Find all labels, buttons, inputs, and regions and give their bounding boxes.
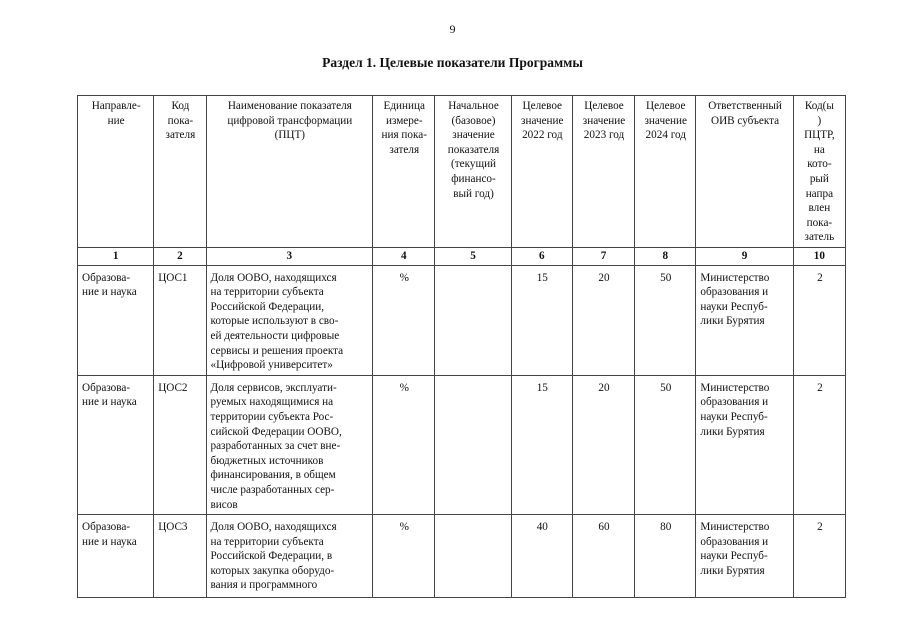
text-line: на территории субъекта [210, 535, 324, 548]
indicator-name-cell [206, 265, 373, 375]
column-number-row [78, 248, 846, 266]
header-code [154, 96, 206, 248]
text-line: влен [808, 202, 831, 215]
text-line: пока- [806, 216, 833, 229]
text-line: образования и [700, 535, 769, 548]
header-target-2022 [511, 96, 572, 248]
text-line: ние и наука [82, 535, 137, 548]
text-line: вания и программного [210, 579, 318, 592]
target-2023-cell: 20 [572, 375, 634, 514]
text-line: значение [521, 114, 564, 127]
responsible-oiv-cell [696, 515, 793, 598]
text-line: финансирования, в общем [210, 469, 336, 482]
text-line: лики Бурятия [700, 564, 765, 577]
text-line: Целевое [646, 100, 686, 112]
text-line: Целевое [584, 100, 624, 112]
header-base-value [435, 96, 511, 248]
text-line: науки Респуб- [700, 300, 768, 313]
text-line: Министерство [700, 521, 770, 534]
code-cell: ЦОС1 [154, 265, 206, 375]
target-2023-cell: 60 [572, 515, 634, 598]
pctr-code-cell: 2 [793, 375, 845, 514]
header-pctr-code [793, 96, 845, 248]
pctr-code-cell: 2 [793, 265, 845, 375]
text-line: бюджетных источников [210, 454, 324, 467]
text-line: которых закупка оборудо- [210, 564, 335, 577]
direction-cell [78, 375, 154, 514]
text-line: измере- [385, 114, 423, 127]
text-line: образования и [700, 396, 769, 409]
column-number: 9 [696, 248, 793, 266]
text-line: Ответственный [708, 100, 782, 112]
responsible-oiv-cell [696, 265, 793, 375]
target-indicators-table [77, 95, 846, 598]
section-title: Раздел 1. Целевые показатели Программы [322, 55, 583, 70]
text-line: значение [452, 129, 495, 142]
text-line: Целевое [522, 100, 563, 112]
text-line: числе разработанных сер- [210, 483, 335, 496]
base-value-cell [435, 515, 511, 598]
text-line: ние [107, 114, 125, 127]
text-line: Доля ООВО, находящихся [210, 271, 337, 284]
table-row [78, 515, 846, 598]
text-line: зателя [389, 143, 420, 156]
text-line: (базовое) [451, 114, 496, 127]
column-number: 2 [154, 248, 206, 266]
unit-cell: % [373, 515, 435, 598]
indicator-name-cell [206, 515, 373, 598]
text-line: Доля сервисов, эксплуати- [210, 381, 337, 394]
pctr-code-cell: 2 [793, 515, 845, 598]
base-value-cell [435, 265, 511, 375]
header-unit [373, 96, 435, 248]
target-2024-cell: 50 [635, 265, 696, 375]
text-line: Российской Федерации, [210, 300, 325, 313]
text-line: значение [644, 114, 687, 127]
text-line: территории субъекта Рос- [210, 410, 334, 423]
text-line: показателя [447, 143, 500, 156]
target-2022-cell: 15 [511, 375, 572, 514]
text-line: Единица [383, 100, 425, 112]
text-line: кото- [807, 158, 832, 171]
base-value-cell [435, 375, 511, 514]
text-line: вый год) [453, 187, 494, 200]
table-row [78, 265, 846, 375]
text-line: висов [210, 498, 238, 511]
text-line: на территории субъекта [210, 286, 324, 299]
text-line: Министерство [700, 381, 770, 394]
header-responsible-oiv [696, 96, 793, 248]
target-2023-cell: 20 [572, 265, 634, 375]
text-line: Код [171, 100, 190, 112]
text-line: науки Респуб- [700, 410, 768, 423]
text-line: пока- [167, 114, 194, 127]
text-line: «Цифровой университет» [210, 359, 333, 372]
text-line: ей деятельности цифровые [210, 329, 340, 342]
target-2024-cell: 80 [635, 515, 696, 598]
text-line: Наименование показателя [227, 100, 352, 112]
text-line: сийской Федерации ООВО, [210, 425, 342, 438]
text-line: 2024 год [645, 129, 686, 142]
column-number: 3 [206, 248, 373, 266]
text-line: Министерство [700, 271, 770, 284]
text-line: 2022 год [522, 129, 563, 142]
text-line: значение [582, 114, 626, 127]
header-indicator-name [206, 96, 373, 248]
table-row [78, 375, 846, 514]
header-target-2023 [572, 96, 634, 248]
text-line: (ПЦТ) [274, 129, 306, 142]
text-line: руемых находящимися на [210, 396, 334, 409]
text-line: Образова- [82, 381, 131, 394]
direction-cell [78, 515, 154, 598]
text-line: образования и [700, 286, 769, 299]
text-line: ние и наука [82, 286, 137, 299]
text-line: Образова- [82, 521, 131, 534]
column-number: 5 [435, 248, 511, 266]
column-number: 6 [511, 248, 572, 266]
header-target-2024 [635, 96, 696, 248]
text-line: затель [804, 231, 835, 244]
text-line: лики Бурятия [700, 315, 765, 328]
column-number: 4 [373, 248, 435, 266]
text-line: разработанных за счет вне- [210, 440, 341, 453]
text-line: финансо- [451, 172, 496, 185]
responsible-oiv-cell [696, 375, 793, 514]
unit-cell: % [373, 375, 435, 514]
text-line: ОИВ субъекта [711, 114, 780, 127]
target-2022-cell: 40 [511, 515, 572, 598]
text-line: Доля ООВО, находящихся [210, 521, 337, 534]
direction-cell [78, 265, 154, 375]
text-line: на [813, 143, 825, 156]
indicator-name-cell [206, 375, 373, 514]
text-line: рый [809, 172, 829, 185]
text-line: ние и наука [82, 396, 137, 409]
text-line: Российской Федерации, в [210, 550, 333, 563]
target-2024-cell: 50 [635, 375, 696, 514]
text-line: Образова- [82, 271, 131, 284]
column-number: 8 [635, 248, 696, 266]
text-line: Код(ы [804, 100, 834, 112]
column-number: 7 [572, 248, 634, 266]
text-line: цифровой трансформации [227, 114, 353, 127]
text-line: напра [805, 187, 834, 200]
text-line: 2023 год [583, 129, 625, 142]
text-line: ния пока- [381, 129, 427, 142]
target-2022-cell: 15 [511, 265, 572, 375]
header-direction [78, 96, 154, 248]
header-row [78, 96, 846, 248]
code-cell: ЦОС2 [154, 375, 206, 514]
code-cell: ЦОС3 [154, 515, 206, 598]
text-line: которые используют в сво- [210, 315, 339, 328]
unit-cell: % [373, 265, 435, 375]
text-line: Начальное [448, 100, 499, 112]
text-line: зателя [165, 129, 196, 142]
text-line: науки Респуб- [700, 550, 768, 563]
text-line: ) [817, 114, 822, 127]
text-line: Направле- [91, 100, 141, 112]
text-line: сервисы и решения проекта [210, 344, 344, 357]
page-number: 9 [449, 22, 456, 36]
text-line: (текущий [451, 158, 497, 171]
text-line: лики Бурятия [700, 425, 765, 438]
column-number: 10 [793, 248, 845, 266]
text-line: ПЦТР, [804, 129, 835, 142]
column-number: 1 [78, 248, 154, 266]
